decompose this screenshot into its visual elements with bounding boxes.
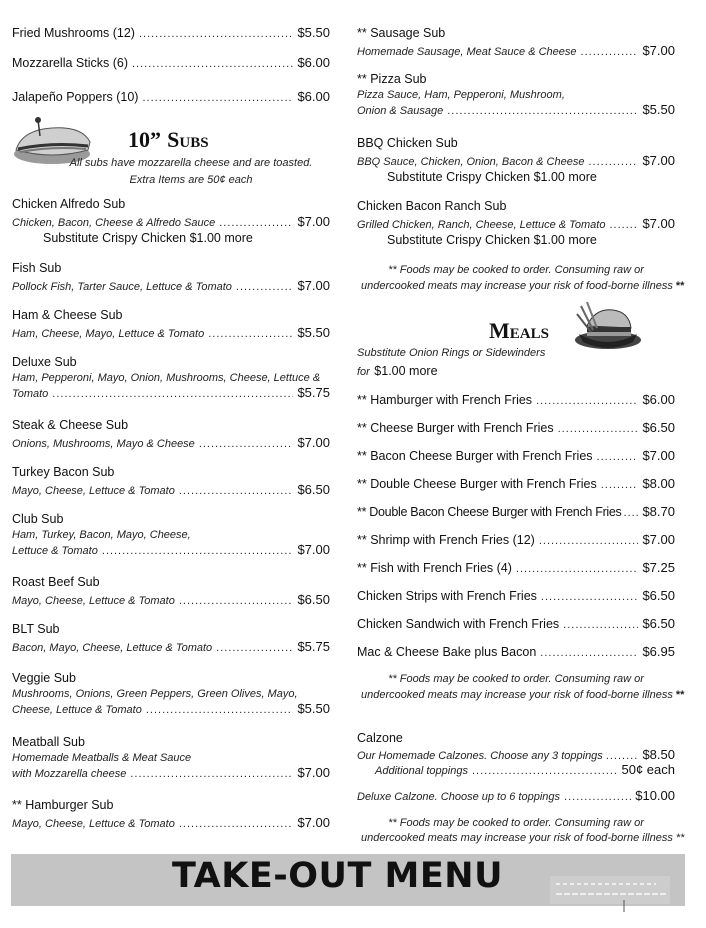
menu-item: Fish Sub Pollock Fish, Tarter Sauce, Lettuce & Tomato ..... $7.00 <box>12 261 330 293</box>
faded-watermark <box>546 870 686 914</box>
subs-extra-note: Extra Items are 50¢ each <box>129 174 253 186</box>
food-safety-note: undercooked meats may increase your risk of food-borne illness ** <box>361 280 685 292</box>
menu-item: ** Hamburger Sub Mayo, Cheese, Lettuce & Tomato ..... $7.00 <box>12 798 330 830</box>
meal-item: ** Double Cheese Burger with French Fries ..... $8.00 <box>357 476 675 491</box>
menu-item: Mozzarella Sticks (6) ..... $6.00 <box>12 55 330 70</box>
meal-item: ** Cheese Burger with French Fries ..... $6.50 <box>357 420 675 435</box>
menu-item: Veggie Sub Mushrooms, Onions, Green Peppers, Green Olives, Mayo, Cheese, Lettuce & Tomato ..... $5.50 <box>12 671 330 716</box>
food-safety-note: ** Foods may be cooked to order. Consuming raw or <box>388 673 644 685</box>
meal-item: ** Fish with French Fries (4) ..... $7.25 <box>357 560 675 575</box>
menu-item: Jalapeño Poppers (10) ..... $6.00 <box>12 89 330 104</box>
menu-item: Deluxe Sub Ham, Pepperoni, Mayo, Onion, Mushrooms, Cheese, Lettuce & Tomato ..... $5.75 <box>12 355 330 400</box>
menu-item: Steak & Cheese Sub Onions, Mushrooms, Mayo & Cheese ..... $7.00 <box>12 418 330 450</box>
menu-item: Chicken Bacon Ranch Sub Grilled Chicken, Ranch, Cheese, Lettuce & Tomato ..... $7.00 Substitute Crispy Chicken $1.00 more <box>357 199 675 247</box>
menu-item: ** Sausage Sub Homemade Sausage, Meat Sauce & Cheese ..... $7.00 <box>357 26 675 58</box>
food-safety-note: undercooked meats may increase your risk of food-borne illness ** <box>361 832 685 844</box>
meal-item: Mac & Cheese Bake plus Bacon ..... $6.95 <box>357 644 675 659</box>
menu-item: Roast Beef Sub Mayo, Cheese, Lettuce & Tomato ..... $6.50 <box>12 575 330 607</box>
menu-item: Chicken Alfredo Sub Chicken, Bacon, Cheese & Alfredo Sauce ..... $7.00 Substitute Crispy Chicken $1.00 more <box>12 197 330 245</box>
menu-item: Meatball Sub Homemade Meatballs & Meat Sauce with Mozzarella cheese ..... $7.00 <box>12 735 330 780</box>
meals-heading: Meals <box>489 318 549 343</box>
deluxe-calzone-item: Deluxe Calzone. Choose up to 6 toppings ..... $10.00 <box>357 788 675 803</box>
meal-item: Chicken Strips with French Fries ..... $6.50 <box>357 588 675 603</box>
meal-item: ** Hamburger with French Fries ..... $6.00 <box>357 392 675 407</box>
meal-item: ** Shrimp with French Fries (12) ..... $7.00 <box>357 532 675 547</box>
menu-item: Fried Mushrooms (12) ..... $5.50 <box>12 25 330 40</box>
meal-item: ** Double Bacon Cheese Burger with French Fries ..... $8.70 <box>357 504 675 519</box>
subs-note: All subs have mozzarella cheese and are toasted. <box>69 157 313 169</box>
menu-item: Ham & Cheese Sub Ham, Cheese, Mayo, Lettuce & Tomato ..... $5.50 <box>12 308 330 340</box>
meal-item: ** Bacon Cheese Burger with French Fries ..... $7.00 <box>357 448 675 463</box>
calzone-item: Calzone Our Homemade Calzones. Choose any 3 toppings ..... $8.50 Additional toppings ..... 50¢ each <box>357 731 675 777</box>
food-safety-note: ** Foods may be cooked to order. Consuming raw or <box>388 264 644 276</box>
menu-item: ** Pizza Sub Pizza Sauce, Ham, Pepperoni, Mushroom, Onion & Sausage ..... $5.50 <box>357 72 675 117</box>
menu-item: Club Sub Ham, Turkey, Bacon, Mayo, Cheese, Lettuce & Tomato ..... $7.00 <box>12 512 330 557</box>
menu-item: BLT Sub Bacon, Mayo, Cheese, Lettuce & Tomato ..... $5.75 <box>12 622 330 654</box>
page-title: TAKE-OUT MENU <box>172 856 503 896</box>
subs-heading: 10” Subs <box>128 127 209 152</box>
food-safety-note: undercooked meats may increase your risk of food-borne illness ** <box>361 689 685 701</box>
meals-substitute-price: for $1.00 more <box>357 364 438 378</box>
food-safety-note: ** Foods may be cooked to order. Consuming raw or <box>388 817 644 829</box>
meal-item: Chicken Sandwich with French Fries ..... $6.50 <box>357 616 675 631</box>
burger-basket-illustration <box>573 300 643 352</box>
menu-item: BBQ Chicken Sub BBQ Sauce, Chicken, Onion, Bacon & Cheese ..... $7.00 Substitute Crispy Chicken $1.00 more <box>357 136 675 184</box>
menu-item: Turkey Bacon Sub Mayo, Cheese, Lettuce & Tomato ..... $6.50 <box>12 465 330 497</box>
meals-note: Substitute Onion Rings or Sidewinders <box>357 347 546 359</box>
